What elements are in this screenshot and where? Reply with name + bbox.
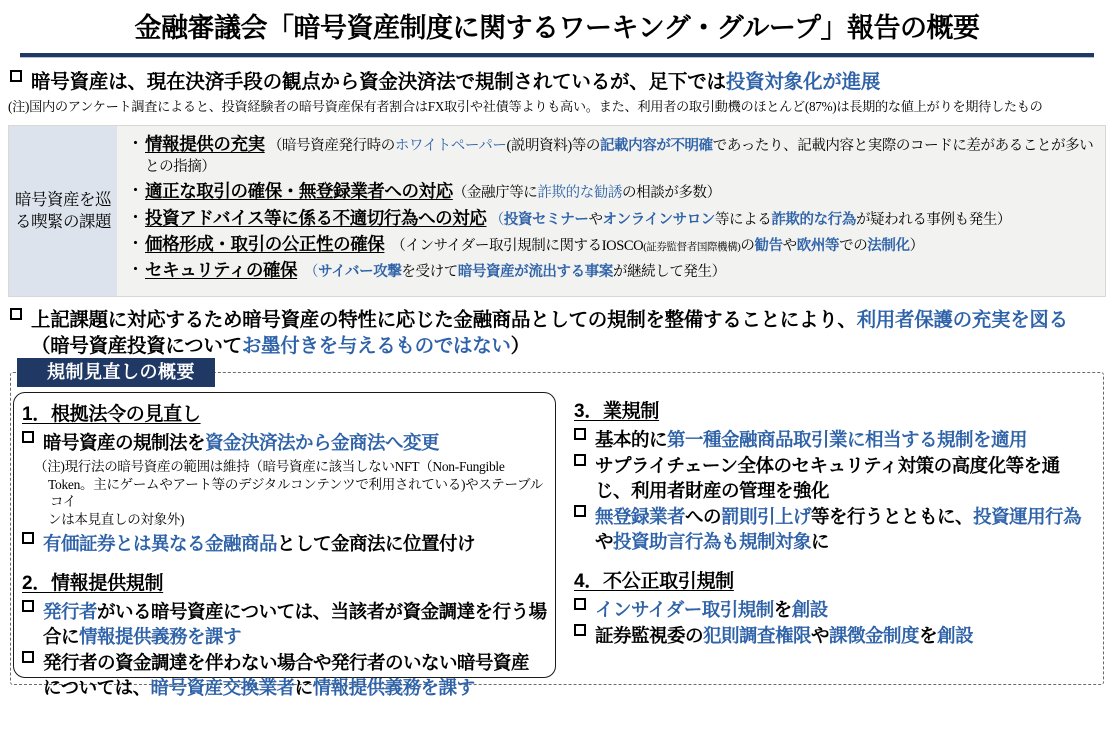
issue-body: [145, 180, 721, 203]
issue-detail-hl: 投資セミナー: [503, 211, 589, 228]
issue-item: [127, 207, 1099, 230]
issue-body: [145, 233, 924, 256]
middle-statement-text: [31, 308, 1068, 359]
text-highlight: 情報提供義務を課す: [312, 676, 475, 698]
list-item-text: [595, 624, 973, 649]
lead-text-plain: 暗号資産は、現在決済手段の観点から資金決済法で規制されているが、足下では: [31, 70, 726, 93]
text-plain: を: [919, 625, 938, 647]
text-plain: がいる暗号資産については、当該者が資金調達を行う場合に: [43, 601, 547, 647]
issue-detail-hl: 詐欺的な勧誘: [537, 185, 623, 202]
text-plain: 基本的に: [595, 428, 668, 450]
square-bullet-icon: [22, 431, 34, 443]
list-item: [574, 428, 1093, 453]
issue-item: [127, 259, 1099, 282]
middle-line1-plain: 上記課題に対応するため暗号資産の特性に応じた金融商品としての規制を整備することにより、: [31, 309, 857, 332]
issue-heading: 価格形成・取引の公正性の確保: [145, 233, 385, 254]
issue-heading: セキュリティの確保: [145, 259, 298, 280]
dot-bullet-icon: ・: [127, 134, 144, 154]
square-bullet-icon: [10, 70, 22, 82]
issue-detail-hl: ホワイトペーパー: [394, 138, 507, 155]
text-highlight: 発行者: [43, 601, 98, 623]
issue-detail-hl: 記載内容が不明確: [599, 138, 713, 155]
text-plain: に: [811, 531, 830, 553]
section-heading-1: 1．根拠法令の見直し: [22, 403, 201, 425]
text-highlight: 創設: [937, 625, 974, 647]
issue-detail-hl: オンラインサロン: [602, 211, 715, 228]
issue-body: [145, 133, 1099, 177]
issue-item: [127, 233, 1099, 256]
square-bullet-icon: [574, 598, 586, 610]
issue-detail-part: 等による: [714, 211, 772, 228]
issue-detail: [384, 238, 923, 254]
issue-detail-hl: 法制化: [867, 237, 910, 254]
middle-line2-tail: ）: [510, 334, 530, 357]
text-highlight: 資金決済法から金商法へ変更: [205, 431, 440, 453]
text-highlight: 課徴金制度: [829, 625, 920, 647]
overview-panel: [10, 361, 1104, 698]
square-bullet-icon: [10, 308, 22, 320]
square-bullet-icon: [574, 428, 586, 440]
lead-statement: [0, 70, 1114, 94]
middle-line2-highlight: お墨付きを与えるものではない: [241, 334, 511, 357]
dot-bullet-icon: ・: [127, 181, 144, 201]
text-plain: 暗号資産の規制法を: [43, 431, 206, 453]
section-heading-2: 2．情報提供規制: [22, 573, 164, 595]
text-highlight: 創設: [791, 598, 828, 620]
text-plain: 等を行うとともに、: [811, 506, 974, 528]
middle-line1-highlight: 利用者保護の充実を図る: [856, 309, 1068, 332]
dot-bullet-icon: ・: [127, 259, 144, 279]
issue-item: [127, 133, 1099, 177]
issue-detail-part: や: [588, 211, 603, 228]
text-highlight: 投資運用行為: [973, 506, 1082, 528]
issue-heading: 情報提供の充実: [145, 134, 265, 155]
issue-detail: [453, 185, 721, 201]
page-title: 金融審議会「暗号資産制度に関するワーキング・グループ」報告の概要: [134, 13, 980, 43]
section-1-footnote: [22, 457, 547, 530]
square-bullet-icon: [22, 651, 34, 663]
issue-detail-hl: 暗号資産が流出する事案: [457, 263, 613, 280]
list-item: [22, 600, 547, 649]
text-plain: への: [685, 506, 722, 528]
text-plain: や: [595, 531, 614, 553]
issue-detail-hl: サイバー攻撃: [318, 263, 402, 280]
issue-detail-part: が継続して発生）: [612, 263, 726, 280]
text-highlight: 第一種金融商品取引業に相当する規制を適用: [667, 428, 1028, 450]
issues-box: [8, 125, 1106, 297]
issue-detail-part: （暗号資産発行時の: [267, 138, 395, 155]
dot-bullet-icon: ・: [127, 207, 144, 227]
issue-body: [145, 259, 726, 282]
square-bullet-icon: [574, 505, 586, 517]
text-highlight: 暗号資産交換業者: [150, 676, 295, 698]
issues-list: [117, 126, 1105, 296]
issues-box-label: 暗号資産を巡る喫緊の課題: [9, 126, 117, 296]
square-bullet-icon: [22, 600, 34, 612]
square-bullet-icon: [22, 532, 34, 544]
issue-detail-part: の: [740, 237, 755, 254]
list-item: [22, 532, 547, 557]
issue-detail-hl: 詐欺的な行為: [771, 211, 856, 228]
issue-detail-part: ）: [909, 237, 924, 254]
issue-detail-hl: 欧州等: [796, 237, 840, 254]
footnote-line: ンは本見直しの対象外): [48, 511, 185, 527]
text-plain: 証券監視委の: [595, 625, 704, 647]
issue-detail-part: (説明資料)等の: [506, 138, 600, 155]
list-item: [574, 598, 1093, 623]
issue-detail-part: （: [489, 211, 504, 228]
lead-statement-text: [31, 70, 880, 94]
list-item-text: [43, 651, 547, 700]
issue-detail: [486, 212, 1011, 228]
issue-body: [145, 207, 1011, 230]
overview-tab-label: 規制見直しの概要: [17, 358, 215, 388]
issue-detail-part: や: [782, 237, 797, 254]
section-heading-4: 4．不公正取引規制: [574, 570, 734, 592]
list-item-text: [595, 505, 1093, 554]
title-divider: [20, 53, 1094, 58]
issue-heading: 投資アドバイス等に係る不適切行為への対応: [145, 207, 487, 228]
issue-detail-hl: 勧告: [754, 237, 783, 254]
text-plain: や: [811, 625, 830, 647]
text-highlight: 有価証券とは異なる金融商品: [43, 533, 278, 555]
issue-detail-small: (証券監督者国際機構): [643, 241, 741, 253]
footnote-line: Token。主にゲームやアート等のデジタルコンテンツで利用されている)やステーブルコイ: [48, 476, 543, 510]
list-item-text: [595, 598, 828, 623]
square-bullet-icon: [574, 454, 586, 466]
issue-detail: [145, 138, 1093, 175]
issue-detail-part: であったり、記載内容と実際のコードに差があることが多いとの指摘）: [145, 138, 1094, 176]
lead-footnote: (注)国内のアンケート調査によると、投資経験者の暗号資産保有者割合はFX取引や社債等よりも高い。また、利用者の取引動機のほとんど(87%)は長期的な値上がりを期待したもの: [8, 99, 1043, 115]
list-item-text: サプライチェーン全体のセキュリティ対策の高度化等を通じ、利用者財産の管理を強化: [595, 455, 1060, 501]
issue-detail-part: （インサイダー取引規制に関するIOSCO: [398, 237, 644, 254]
text-plain: に: [294, 676, 313, 698]
text-plain: を: [773, 598, 792, 620]
list-item-text: [43, 600, 547, 649]
overview-left-column: [13, 392, 556, 698]
square-bullet-icon: [574, 624, 586, 636]
issue-detail: [297, 264, 726, 280]
issue-detail-part: の相談が多数）: [622, 185, 721, 202]
list-item: [22, 431, 547, 456]
issue-detail-part: （: [311, 263, 319, 280]
text-plain: 発行者の資金調達を伴わない場合や発行者のいない暗号資産については、: [43, 652, 530, 698]
footnote-line: （注)現行法の暗号資産の範囲は維持（暗号資産に該当しないNFT（Non-Fungible: [34, 459, 505, 475]
issue-detail-part: での: [839, 237, 868, 254]
text-highlight: 投資助言行為も規制対象: [613, 531, 812, 553]
text-highlight: 情報提供義務を課す: [79, 625, 242, 647]
list-item: [22, 651, 547, 700]
section-heading-3: 3．業規制: [574, 400, 660, 422]
list-item-text: [43, 431, 439, 456]
list-item-text: [595, 428, 1027, 453]
text-highlight: 無登録業者: [595, 506, 686, 528]
overview-right-column: [556, 390, 1103, 684]
list-item-text: [43, 532, 475, 557]
issue-detail-part: が疑われる事例も発生）: [855, 211, 1012, 228]
lead-text-highlight: 投資対象化が進展: [725, 70, 881, 93]
list-item: [574, 505, 1093, 554]
text-plain: として金商法に位置付け: [277, 533, 476, 555]
middle-line2-plain: （暗号資産投資について: [31, 334, 242, 357]
text-highlight: インサイダー取引規制: [595, 598, 774, 620]
issue-detail-part: を受けて: [401, 263, 458, 280]
issue-heading: 適正な取引の確保・無登録業者への対応: [145, 181, 453, 202]
middle-statement: [0, 308, 1114, 359]
issue-detail-part: （金融庁等に: [452, 185, 538, 202]
list-item: [574, 454, 1093, 503]
list-item: [574, 624, 1093, 649]
title-area: [0, 0, 1114, 58]
dot-bullet-icon: ・: [127, 233, 144, 253]
text-highlight: 犯則調査権限: [703, 625, 812, 647]
overview-columns: [11, 373, 1103, 698]
text-highlight: 罰則引上げ: [721, 506, 812, 528]
issue-item: [127, 180, 1099, 203]
